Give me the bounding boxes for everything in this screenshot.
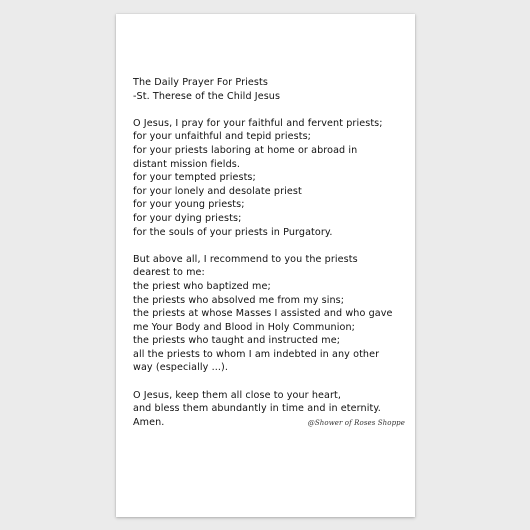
prayer-line: for your young priests;	[133, 199, 245, 211]
prayer-line: O Jesus, I pray for your faithful and fervent priests;	[133, 117, 383, 129]
prayer-line: for your priests laboring at home or abroad in	[133, 144, 358, 156]
prayer-line: for your unfaithful and tepid priests;	[133, 131, 312, 143]
stanza-gap	[133, 375, 411, 389]
card-attribution: -St. Therese of the Child Jesus	[133, 90, 281, 102]
prayer-line: for your lonely and desolate priest	[133, 185, 302, 197]
shop-signature: @Shower of Roses Shoppe	[307, 418, 405, 427]
prayer-line: the priests who taught and instructed me;	[133, 335, 341, 347]
prayer-line: distant mission fields.	[133, 158, 241, 170]
prayer-line: But above all, I recommend to you the priests	[133, 253, 358, 265]
prayer-line: the priest who baptized me;	[133, 280, 271, 292]
prayer-line: for your tempted priests;	[133, 172, 256, 184]
prayer-line: for the souls of your priests in Purgatory.	[133, 226, 333, 238]
closing-amen: Amen.	[133, 416, 165, 428]
prayer-text	[133, 76, 411, 429]
prayer-line: the priests who absolved me from my sins;	[133, 294, 345, 306]
stanza-2	[133, 253, 411, 375]
stanza-1	[133, 117, 411, 239]
prayer-line: for your dying priests;	[133, 212, 242, 224]
prayer-line: me Your Body and Blood in Holy Communion;	[133, 321, 355, 333]
prayer-line: all the priests to whom I am indebted in any other	[133, 348, 380, 360]
prayer-line: the priests at whose Masses I assisted and who gave	[133, 308, 393, 320]
prayer-line: way (especially ...).	[133, 362, 229, 374]
stanza-gap	[133, 239, 411, 253]
card-title: The Daily Prayer For Priests	[133, 77, 268, 88]
prayer-line: O Jesus, keep them all close to your heart,	[133, 389, 342, 401]
stanza-gap	[133, 103, 411, 117]
prayer-line: dearest to me:	[133, 267, 205, 279]
prayer-card	[116, 14, 415, 517]
closing-row	[133, 416, 411, 430]
prayer-line: and bless them abundantly in time and in eternity.	[133, 403, 381, 415]
stanza-3	[133, 389, 411, 430]
